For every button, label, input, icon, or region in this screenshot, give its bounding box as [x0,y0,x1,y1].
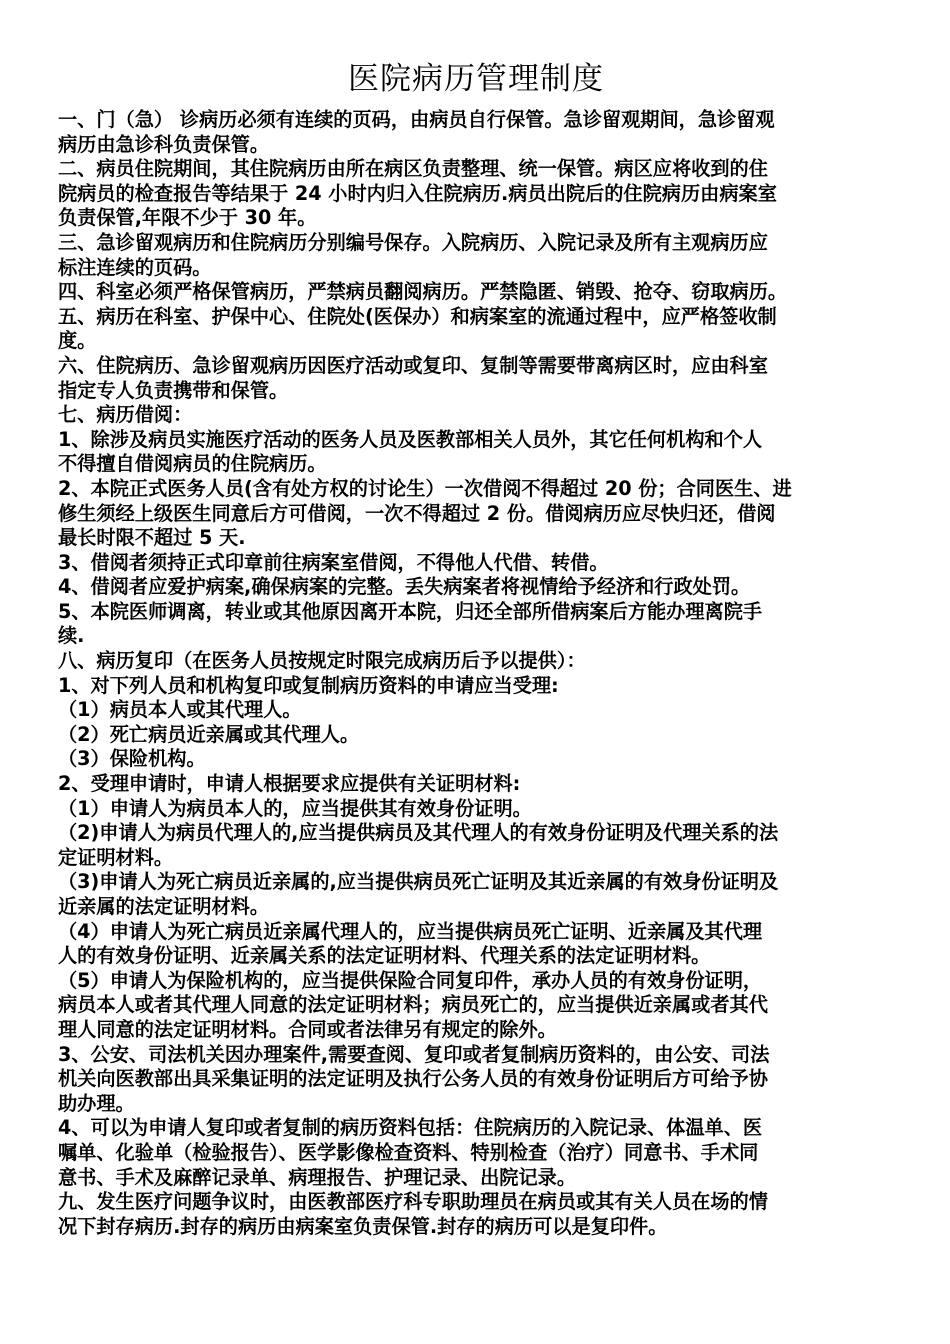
paragraph-line: （4）申请人为死亡病员近亲属代理人的，应当提供病员死亡证明、近亲属及其代理 [58,919,763,943]
paragraph-line: 五、病历在科室、护保中心、住院处(医保办）和病案室的流通过程中，应严格签收制 [58,304,777,328]
paragraph [58,575,894,600]
paragraph-line: 二、病员住院期间，其住院病历由所在病区负责整理、统一保管。病区应将收到的住 [58,157,768,181]
paragraph [58,305,894,354]
paragraph-line: 定证明材料。 [58,845,174,869]
paragraph [58,797,894,822]
paragraph-line: 病历由急诊科负责保管。 [58,132,270,156]
paragraph-line: 3、公安、司法机关因办理案件,需要查阅、复印或者复制病历资料的，由公安、司法 [58,1042,770,1066]
paragraph [58,280,894,305]
paragraph-line: 4、借阅者应爱护病案,确保病案的完整。丢失病案者将视情给予经济和行政处罚。 [58,575,751,599]
paragraph-line: 意书、手术及麻醉记录单、病理报告、护理记录、出院记录。 [58,1165,577,1189]
paragraph-line: 标注连续的页码。 [58,255,212,279]
paragraph [58,969,894,1043]
paragraph-line: 一、门（急） 诊病历必须有连续的页码，由病员自行保管。急诊留观期间，急诊留观 [58,108,775,131]
paragraph-line: 嘱单、化验单（检验报告）、医学影像检查资料、特别检查（治疗）同意书、手术同 [58,1140,759,1164]
paragraph [58,674,894,699]
paragraph-line: （3）保险机构。 [58,747,206,771]
paragraph-line: 2、本院正式医务人员(含有处方权的讨论生）一次借阅不得超过 20 份；合同医生、进 [58,476,792,500]
paragraph-line: 4、可以为申请人复印或者复制的病历资料包括：住院病历的入院记录、体温单、医 [58,1116,763,1140]
paragraph-line: 5、本院医师调离，转业或其他原因离开本院，归还全部所借病案后方能办理离院手 [58,599,763,623]
document-page [58,58,894,1239]
paragraph-line: （5）申请人为保险机构的，应当提供保险合同复印件，承办人员的有效身份证明， [58,968,763,992]
paragraph-line: 1、对下列人员和机构复印或复制病历资料的申请应当受理: [58,673,559,697]
paragraph-line: 七、病历借阅： [58,403,193,427]
paragraph-line: 人的有效身份证明、近亲属关系的法定证明材料、代理关系的法定证明材料。 [58,944,711,968]
paragraph-line: 度。 [58,329,97,353]
paragraph-line: （1）申请人为病员本人的，应当提供其有效身份证明。 [58,796,532,820]
paragraph [58,1190,894,1239]
paragraph-line: （3)申请人为死亡病员近亲属的,应当提供病员死亡证明及其近亲属的有效身份证明及 [58,870,779,894]
paragraph-line: 修生须经上级医生同意后方可借阅，一次不得超过 2 份。借阅病历应尽快归还，借阅 [58,501,776,525]
paragraph [58,723,894,748]
paragraph [58,1116,894,1190]
paragraph-line: 2、受理申请时，申请人根据要求应提供有关证明材料: [58,772,521,796]
paragraph [58,551,894,576]
paragraph-line: 最长时限不超过 5 天. [58,526,246,550]
paragraph [58,477,894,551]
paragraph [58,649,894,674]
paragraph [58,821,894,870]
paragraph [58,403,894,428]
paragraph [58,1043,894,1117]
paragraph-line: 六、住院病历、急诊留观病历因医疗活动或复印、复制等需要带离病区时，应由科室 [58,353,768,377]
paragraph-line: 3、借阅者须持正式印章前往病案室借阅，不得他人代借、转借。 [58,550,609,574]
paragraph-line: 助办理。 [58,1091,135,1115]
paragraph-line: （1）病员本人或其代理人。 [58,698,302,722]
paragraph [58,698,894,723]
paragraph-line: 近亲属的法定证明材料。 [58,895,270,918]
paragraph-line: 四、科室必须严格保管病历，严禁病员翻阅病历。严禁隐匿、销毁、抢夺、窃取病历。 [58,280,788,304]
paragraph-line: 指定专人负责携带和保管。 [58,378,289,402]
paragraph [58,354,894,403]
paragraph [58,600,894,649]
paragraph [58,747,894,772]
paragraph-line: 况下封存病历.封存的病历由病案室负责保管.封存的病历可以是复印件。 [58,1214,668,1238]
paragraph-line: （2）死亡病员近亲属或其代理人。 [58,722,360,746]
document-body [58,108,894,1239]
paragraph [58,231,894,280]
paragraph-line: 理人同意的法定证明材料。合同或者法律另有规定的除外。 [58,1017,557,1041]
paragraph-line: 续. [58,624,85,648]
paragraph-line: 三、急诊留观病历和住院病历分别编号保存。入院病历、入院记录及所有主观病历应 [58,230,768,254]
paragraph [58,108,894,157]
paragraph-line: 八、病历复印（在医务人员按规定时限完成病历后予以提供）： [58,649,586,673]
paragraph [58,870,894,919]
document-title: 医院病历管理制度 [348,61,604,97]
paragraph-line: 负责保管,年限不少于 30 年。 [58,206,317,230]
paragraph [58,772,894,797]
paragraph-line: 机关向医教部出具采集证明的法定证明及执行公务人员的有效身份证明后方可给予协 [58,1067,768,1091]
paragraph-line: 不得擅自借阅病员的住院病历。 [58,452,327,476]
paragraph-line: 病员本人或者其代理人同意的法定证明材料；病员死亡的，应当提供近亲属或者其代 [58,993,768,1017]
paragraph-line: （2)申请人为病员代理人的,应当提供病员及其代理人的有效身份证明及代理关系的法 [58,821,779,845]
paragraph [58,920,894,969]
paragraph [58,157,894,231]
paragraph [58,428,894,477]
paragraph-line: 九、发生医疗问题争议时，由医教部医疗科专职助理员在病员或其有关人员在场的情 [58,1190,768,1214]
paragraph-line: 1、除涉及病员实施医疗活动的医务人员及医教部相关人员外，其它任何机构和个人 [58,427,763,451]
paragraph-line: 院病员的检查报告等结果于 24 小时内归入住院病历.病员出院后的住院病历由病案室 [58,181,777,205]
